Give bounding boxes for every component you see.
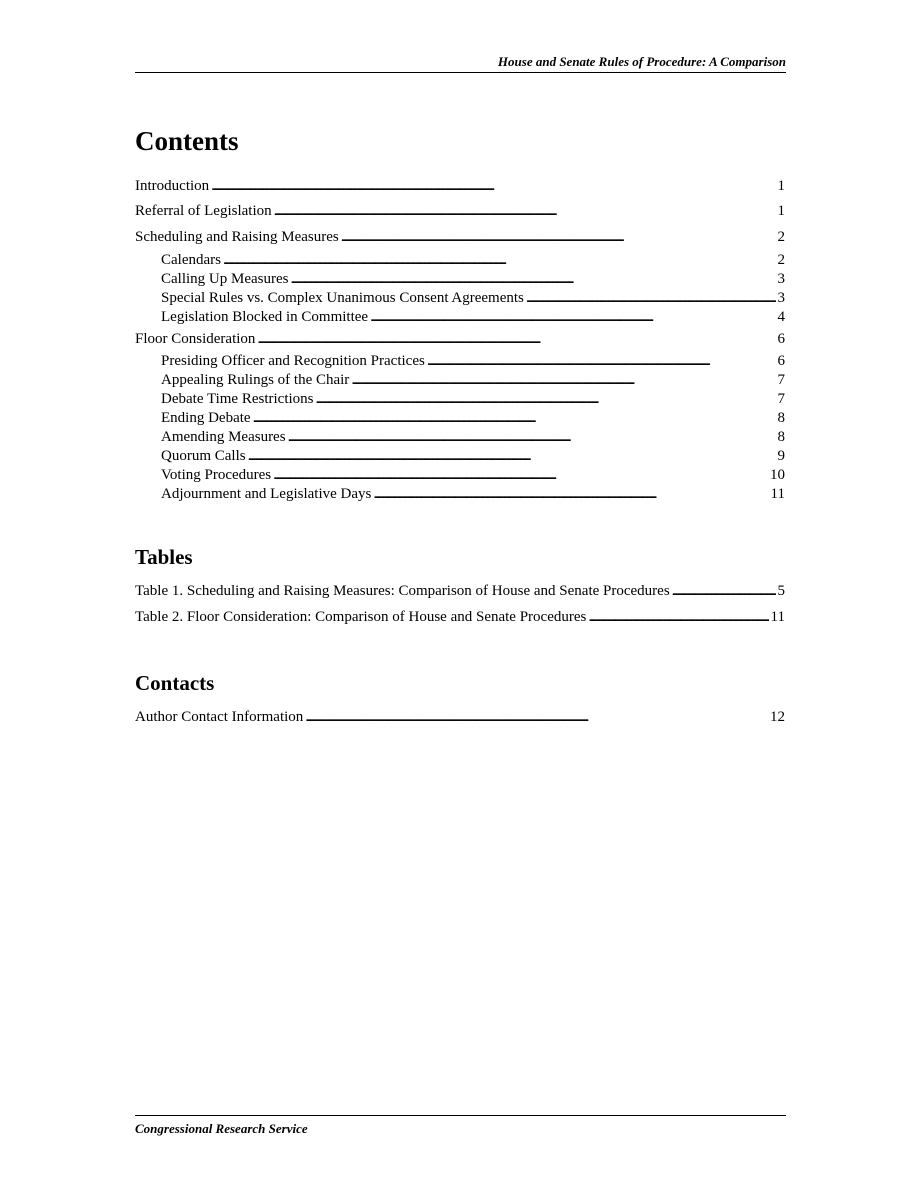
toc-entry[interactable] [135,202,785,221]
dot-leader [274,202,776,221]
toc-entry[interactable] [135,582,785,601]
dot-leader [370,308,775,327]
dot-leader [316,390,776,409]
toc-entry[interactable] [161,352,785,371]
toc-entry[interactable] [161,409,785,428]
toc-entry[interactable] [135,228,785,247]
toc-entry[interactable] [161,289,785,308]
toc-entry[interactable] [161,485,785,504]
toc-entry[interactable] [161,447,785,466]
dot-leader [211,177,775,196]
toc-entry-label: Quorum Calls [161,448,246,464]
dot-leader [526,289,776,308]
dot-leader [373,485,768,504]
toc-entry-page-number: 8 [777,410,785,426]
toc-entry-label: Calling Up Measures [161,271,289,287]
running-header: House and Senate Rules of Procedure: A Comparison [135,53,786,73]
toc-entry-page-number: 11 [770,609,785,625]
toc-entry-label: Presiding Officer and Recognition Practices [161,353,425,369]
running-footer: Congressional Research Service [135,1115,786,1137]
toc-entry-page-number: 11 [770,486,785,502]
toc-entry-page-number: 1 [777,203,785,219]
toc-entry-page-number: 3 [777,290,785,306]
toc-entry[interactable] [161,371,785,390]
toc-entry-label: Author Contact Information [135,709,304,725]
dot-leader [288,428,776,447]
tables-heading: Tables [135,545,193,569]
dot-leader [273,466,768,485]
dot-leader [290,270,775,289]
toc-entry-label: Appealing Rulings of the Chair [161,372,350,388]
toc-entry-label: Ending Debate [161,410,251,426]
toc-entry-page-number: 6 [777,353,785,369]
toc-entry-label: Legislation Blocked in Committee [161,309,369,325]
dot-leader [223,251,776,270]
dot-leader [351,371,775,390]
toc-entry-label: Amending Measures [161,429,286,445]
toc-entry[interactable] [161,390,785,409]
dot-leader [257,330,775,349]
toc-entry-label: Adjournment and Legislative Days [161,486,372,502]
toc-entry-label: Floor Consideration [135,331,256,347]
dot-leader [253,409,776,428]
dot-leader [341,228,776,247]
dot-leader [588,608,768,627]
contacts-heading: Contacts [135,671,215,695]
toc-entry[interactable] [135,708,785,727]
toc-entry-page-number: 9 [777,448,785,464]
toc-entry-page-number: 6 [777,331,785,347]
toc-entry[interactable] [135,330,785,349]
toc-entry-page-number: 12 [770,709,785,725]
dot-leader [248,447,776,466]
toc-entry-label: Introduction [135,178,210,194]
toc-entry[interactable] [161,308,785,327]
toc-entry-page-number: 8 [777,429,785,445]
contents-heading: Contents [135,126,239,156]
toc-entry-page-number: 10 [770,467,785,483]
toc-entry-label: Referral of Legislation [135,203,272,219]
dot-leader [427,352,776,371]
toc-entry-page-number: 4 [777,309,785,325]
toc-entry[interactable] [161,270,785,289]
toc-entry-label: Debate Time Restrictions [161,391,314,407]
toc-entry-label: Special Rules vs. Complex Unanimous Consent Agreements [161,290,524,306]
toc-entry-page-number: 1 [777,178,785,194]
dot-leader [672,582,776,601]
toc-entry[interactable] [135,608,785,627]
toc-entry-label: Table 1. Scheduling and Raising Measures: Comparison of House and Senate Procedures [135,583,670,599]
dot-leader [305,708,768,727]
toc-entry[interactable] [135,177,785,196]
toc-entry-page-number: 5 [777,583,785,599]
toc-entry-label: Table 2. Floor Consideration: Comparison of House and Senate Procedures [135,609,587,625]
toc-entry-page-number: 3 [777,271,785,287]
toc-entry-page-number: 7 [777,391,785,407]
toc-entry-page-number: 2 [777,229,785,245]
toc-entry-label: Calendars [161,252,221,268]
toc-entry[interactable] [161,466,785,485]
toc-entry-label: Voting Procedures [161,467,272,483]
toc-entry[interactable] [161,251,785,270]
toc-entry-label: Scheduling and Raising Measures [135,229,339,245]
toc-entry[interactable] [161,428,785,447]
toc-entry-page-number: 2 [777,252,785,268]
toc-entry-page-number: 7 [777,372,785,388]
